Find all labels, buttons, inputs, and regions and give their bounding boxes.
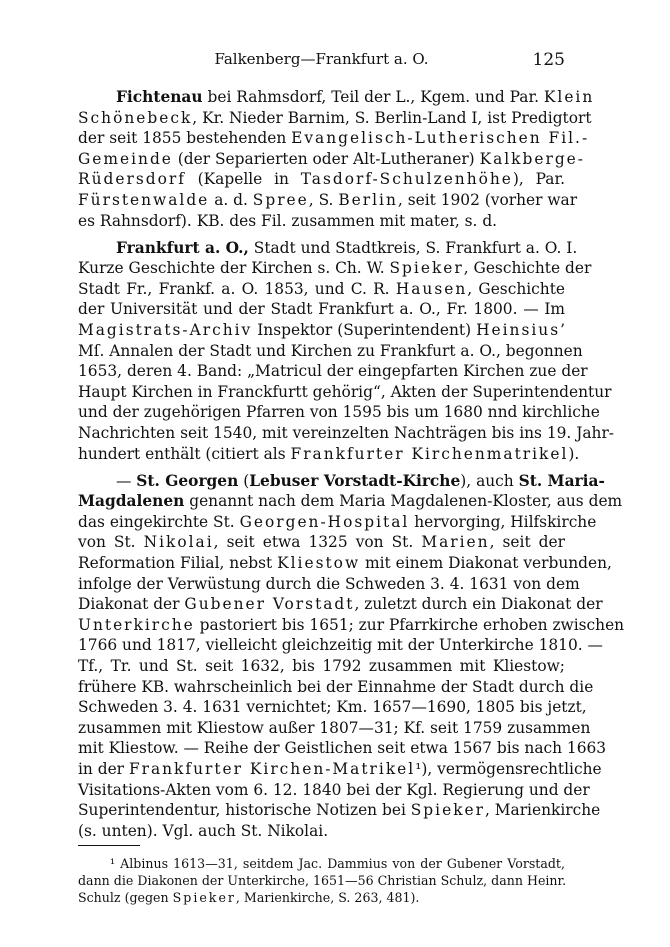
spaced-term: Nikolai (143, 533, 214, 552)
spaced-term: Klein (543, 88, 595, 106)
text-line (78, 341, 583, 362)
text-line (78, 800, 601, 821)
text-line (78, 382, 612, 403)
text-line (78, 471, 605, 492)
text-line (78, 169, 565, 190)
paragraph (78, 238, 615, 465)
text-span: , seit der (489, 533, 566, 552)
bold-term: Magdalenen (78, 492, 185, 511)
text-span: von St. (78, 533, 144, 552)
text-span: a. d. (209, 190, 253, 209)
text-span: Stadt Fr., Frankf. a. O. 1853, und C. R. (78, 279, 396, 298)
spaced-term: Fürstenwalde (78, 190, 210, 209)
text-line (78, 320, 565, 341)
text-span: hervorging, Hilfskirche (409, 512, 597, 531)
text-span: Tf., Tr. und St. seit 1632, bis 1792 zusammen mit Kliestow; (78, 657, 565, 676)
running-header (78, 50, 565, 72)
text-line (78, 87, 595, 108)
spaced-term: Spieker (410, 801, 485, 820)
text-span: Reformation Filial, nebst (78, 554, 278, 573)
text-span: ). (568, 444, 580, 463)
spaced-term: Marien (421, 533, 490, 552)
text-span: Kurze Geschichte der Kirchen s. Ch. W. (78, 259, 390, 278)
footnote-divider (78, 845, 140, 846)
paragraph (78, 87, 595, 231)
text-line (78, 128, 590, 149)
spaced-term: Magistrats-Archiv (78, 321, 253, 340)
text-line (78, 512, 597, 533)
text-span: dann die Diakonen der Unterkirche, 1651—56 Christian Schulz, dann Heinr. (78, 873, 567, 888)
text-line (78, 279, 565, 300)
text-line (78, 491, 623, 512)
text-span: ¹ Albinus 1613—31, seitdem Jac. Dammius von der Gubener Vorstadt, (110, 856, 565, 871)
text-span: , Marienkirche, S. 263, 481). (235, 890, 420, 905)
spaced-term: Gemeinde (78, 149, 173, 168)
spaced-term: Spree (252, 190, 309, 209)
spaced-term: Kalkberge- (479, 149, 585, 168)
text-span: zusammen mit Kliestow außer 1807—31; Kf. seit 1759 zusammen (78, 718, 591, 737)
text-span: Haupt Kirchen in Franckfurtt gehörig“, Akten der Superintendentur (78, 382, 612, 401)
text-span: , zuletzt durch ein Diakonat der (354, 595, 603, 614)
text-span: infolge der Verwüstung durch die Schweden 3. 4. 1631 von dem (78, 574, 580, 593)
text-span: 1653, deren 4. Band: „Matricul der eingepfarten Kirchen zue der (78, 362, 588, 381)
spaced-term: Spieker (172, 890, 236, 905)
text-line (78, 635, 603, 656)
text-span: hundert enthält (citiert als (78, 444, 291, 463)
footnote-line (78, 872, 565, 889)
text-span: Superintendentur, historische Notizen bei (78, 801, 411, 820)
text-span: 1766 und 1817, vielleicht gleichzeitig mit der Unterkirche 1810. — (78, 636, 603, 655)
text-span: Stadt und Stadtkreis, S. Frankfurt a. O. I. (248, 238, 578, 257)
text-span: Mſ. Annalen der Stadt und Kirchen zu Frankfurt a. O., begonnen (78, 341, 583, 360)
text-span: , Kr. Nieder Barnim, S. Berlin-Land I, ist Predigtort (192, 108, 592, 127)
footnote (78, 855, 565, 906)
text-span: pastoriert bis 1651; zur Pfarrkirche erhoben zwischen (194, 615, 625, 634)
spaced-term: Georgen-Hospital (239, 512, 410, 531)
spaced-term: Evangelisch-Lutherischen Fil.- (291, 129, 590, 148)
footnote-line (78, 889, 565, 906)
text-line (78, 718, 591, 739)
text-line (78, 238, 578, 259)
footnote-line (78, 855, 565, 872)
spaced-term: Frankfurter Kirchenmatrikel (290, 444, 569, 463)
text-line (78, 677, 594, 698)
spaced-term: Unterkirche (78, 615, 195, 634)
text-line (78, 149, 585, 170)
text-span: und der zugehörigen Pfarren von 1595 bis um 1680 nnd kirchliche (78, 403, 600, 422)
text-span: frühere KB. wahrscheinlich bei der Einnahme der Stadt durch die (78, 677, 594, 696)
text-span: genannt nach dem Maria Magdalenen-Kloster, aus dem (184, 492, 623, 511)
text-span: ), auch (460, 471, 519, 490)
text-line (78, 759, 602, 780)
text-span: , Geschichte der (463, 259, 592, 278)
text-line (78, 423, 615, 444)
text-span: Nachrichten seit 1540, mit vereinzelten Nachträgen bis ins 19. Jahr- (78, 424, 615, 442)
header-title: Falkenberg—Frankfurt a. O. (214, 50, 429, 68)
text-span: in der (78, 760, 129, 778)
text-line (78, 594, 603, 615)
spaced-term: Schönebeck (78, 108, 193, 127)
text-span: der seit 1855 bestehenden (78, 129, 292, 148)
bold-term: Lebuser Vorstadt-Kirche (249, 471, 461, 490)
spaced-term: Heinsius (476, 321, 561, 340)
text-span: , S. (308, 190, 339, 209)
text-span: es Rahnsdorf). KB. des Fil. zusammen mit mater, s. d. (78, 211, 498, 230)
text-span: ¹), vermögensrechtliche (415, 760, 602, 778)
text-span: bei Rahmsdorf, Teil der L., Kgem. und Par. (202, 88, 544, 106)
text-line (78, 738, 607, 759)
text-span: das eingekirchte St. (78, 512, 240, 531)
text-span: mit einem Diakonat verbunden, (360, 554, 612, 573)
text-line (78, 108, 592, 129)
text-span: , Marienkirche (484, 801, 601, 820)
spaced-term: Tasdorf-Schulzenhöhe (300, 170, 513, 189)
text-line (78, 821, 565, 842)
text-span: (s. unten). Vgl. auch St. Nikolai. (78, 821, 329, 840)
text-span: Visitations-Akten vom 6. 12. 1840 bei der Kgl. Regierung und der (78, 780, 590, 799)
bold-term: St. Georgen (136, 471, 239, 490)
text-span: (der Separierten oder Alt-Lutheraner) (172, 149, 480, 168)
spaced-term: Berlin (338, 190, 398, 209)
text-line (78, 780, 590, 801)
text-line (78, 697, 587, 718)
text-span: Schulz (gegen (78, 890, 173, 905)
text-line (78, 656, 565, 677)
text-line (78, 258, 592, 279)
text-span: ’ (560, 321, 565, 340)
text-line (78, 444, 580, 465)
spaced-term: Spieker (389, 259, 464, 278)
text-span: , Geschichte (467, 279, 565, 298)
spaced-term: Rüdersdorf (78, 170, 186, 189)
text-line (78, 361, 588, 382)
bold-term: Frankfurt a. O., (116, 238, 249, 257)
main-text (78, 87, 625, 848)
text-line (78, 615, 625, 636)
text-line (78, 574, 580, 595)
text-line (78, 402, 600, 423)
text-line (78, 190, 578, 211)
text-span: , seit 1902 (vorher war (397, 190, 578, 209)
paragraph (78, 471, 625, 842)
text-span: Diakonat der (78, 595, 185, 614)
text-span: — (116, 471, 137, 490)
text-span: ), Par. (512, 170, 566, 189)
spaced-term: Frankfurter Kirchen-Matrikel (128, 760, 416, 778)
spaced-term: Hausen (395, 279, 468, 298)
text-line (78, 299, 565, 320)
text-line (78, 532, 565, 553)
text-span: Schweden 3. 4. 1631 vernichtet; Km. 1657—1690, 1805 bis jetzt, (78, 698, 587, 717)
text-span: (Kapelle in (185, 170, 301, 189)
text-span: mit Kliestow. — Reihe der Geistlichen seit etwa 1567 bis nach 1663 (78, 739, 607, 758)
spaced-term: Gubener Vorstadt (184, 595, 355, 614)
bold-term: St. Maria- (518, 471, 605, 490)
page-number: 125 (532, 50, 565, 70)
text-span: Inspektor (Superintendent) (252, 321, 477, 340)
text-line (78, 553, 612, 574)
bold-term: Fichtenau (116, 88, 203, 106)
text-line (78, 211, 565, 232)
text-span: ( (238, 471, 250, 490)
text-span: der Universität und der Stadt Frankfurt a. O., Fr. 1800. — Im (78, 300, 565, 319)
text-span: , seit etwa 1325 von St. (213, 533, 422, 552)
spaced-term: Kliestow (277, 554, 361, 573)
